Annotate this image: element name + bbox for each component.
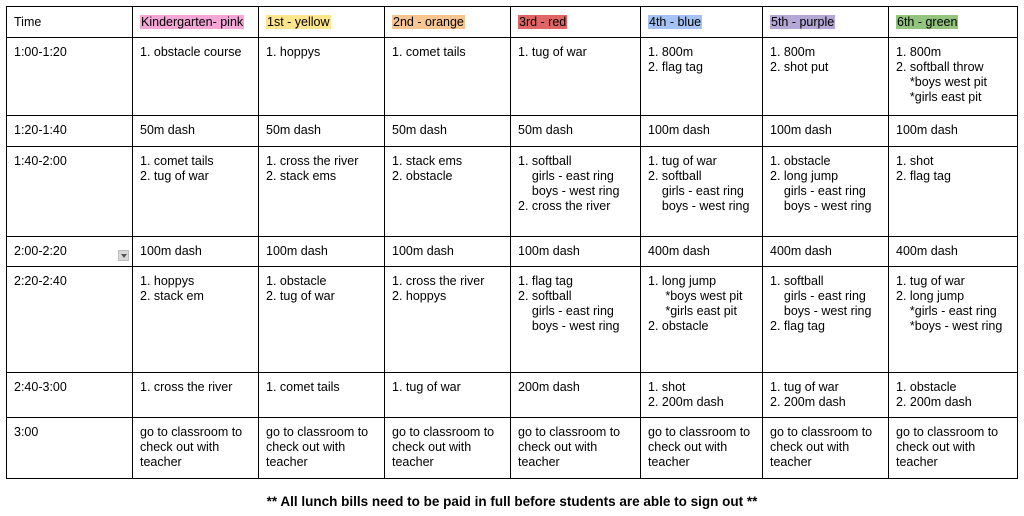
grade-label-4th: 4th - blue xyxy=(649,15,702,29)
table-row xyxy=(7,267,1018,373)
activity-cell[interactable]: 1. obstacle 2. long jump girls - east ring boys - west ring xyxy=(763,147,889,237)
activity-cell[interactable]: go to classroom to check out with teacher xyxy=(385,418,511,479)
header-time-cell[interactable] xyxy=(7,7,133,38)
activity-cell[interactable]: go to classroom to check out with teacher xyxy=(763,418,889,479)
activity-cell[interactable]: 100m dash xyxy=(133,237,259,267)
time-cell[interactable]: 3:00 xyxy=(7,418,133,479)
activity-cell[interactable]: 100m dash xyxy=(259,237,385,267)
activity-cell[interactable]: 50m dash xyxy=(511,116,641,147)
header-grade-cell[interactable] xyxy=(133,7,259,38)
activity-cell[interactable]: 1. comet tails xyxy=(385,38,511,116)
chevron-down-icon[interactable] xyxy=(118,250,129,261)
header-grade-cell[interactable] xyxy=(641,7,763,38)
header-grade-cell[interactable] xyxy=(763,7,889,38)
time-cell[interactable]: 2:40-3:00 xyxy=(7,373,133,418)
header-grade-cell[interactable] xyxy=(259,7,385,38)
activity-cell[interactable]: 400m dash xyxy=(641,237,763,267)
activity-cell[interactable]: 1. hoppys xyxy=(259,38,385,116)
grade-label-6th: 6th - green xyxy=(897,15,958,29)
activity-cell[interactable]: 1. comet tails xyxy=(259,373,385,418)
time-label: 2:00-2:20 xyxy=(14,244,67,258)
activity-cell[interactable]: 200m dash xyxy=(511,373,641,418)
activity-cell[interactable]: 1. cross the river xyxy=(133,373,259,418)
time-cell[interactable]: 1:00-1:20 xyxy=(7,38,133,116)
time-cell[interactable]: 1:20-1:40 xyxy=(7,116,133,147)
activity-cell[interactable]: 100m dash xyxy=(385,237,511,267)
activity-cell[interactable]: 1. stack ems 2. obstacle xyxy=(385,147,511,237)
header-row xyxy=(7,7,1018,38)
grade-label-3rd: 3rd - red xyxy=(519,15,567,29)
activity-cell[interactable]: 100m dash xyxy=(641,116,763,147)
activity-cell[interactable]: 1. long jump *boys west pit *girls east pit 2. obstacle xyxy=(641,267,763,373)
activity-cell[interactable]: 1. tug of war 2. softball girls - east ring boys - west ring xyxy=(641,147,763,237)
activity-cell[interactable]: 1. cross the river 2. hoppys xyxy=(385,267,511,373)
activity-cell[interactable]: 1. softball girls - east ring boys - west ring 2. cross the river xyxy=(511,147,641,237)
schedule-table xyxy=(6,6,1018,479)
activity-cell[interactable]: 1. obstacle course xyxy=(133,38,259,116)
time-cell[interactable]: 2:20-2:40 xyxy=(7,267,133,373)
activity-cell[interactable]: 100m dash xyxy=(889,116,1018,147)
table-row xyxy=(7,237,1018,267)
activity-cell[interactable]: 100m dash xyxy=(511,237,641,267)
activity-cell[interactable]: go to classroom to check out with teacher xyxy=(889,418,1018,479)
activity-cell[interactable]: 50m dash xyxy=(385,116,511,147)
activity-cell[interactable]: 1. 800m 2. flag tag xyxy=(641,38,763,116)
table-row xyxy=(7,418,1018,479)
header-grade-cell[interactable] xyxy=(511,7,641,38)
activity-cell[interactable]: go to classroom to check out with teacher xyxy=(511,418,641,479)
activity-cell[interactable]: 1. flag tag 2. softball girls - east ring boys - west ring xyxy=(511,267,641,373)
activity-cell[interactable]: 50m dash xyxy=(133,116,259,147)
activity-cell[interactable]: 400m dash xyxy=(763,237,889,267)
activity-cell[interactable]: 1. obstacle 2. 200m dash xyxy=(889,373,1018,418)
activity-cell[interactable]: 1. tug of war 2. long jump *girls - east ring *boys - west ring xyxy=(889,267,1018,373)
grade-label-5th: 5th - purple xyxy=(771,15,835,29)
grade-label-2nd: 2nd - orange xyxy=(393,15,464,29)
activity-cell[interactable]: go to classroom to check out with teacher xyxy=(133,418,259,479)
activity-cell[interactable]: 1. obstacle 2. tug of war xyxy=(259,267,385,373)
grade-label-kindergarten: Kindergarten- pink xyxy=(141,15,244,29)
activity-cell[interactable]: 1. 800m 2. shot put xyxy=(763,38,889,116)
table-row xyxy=(7,147,1018,237)
header-grade-cell[interactable] xyxy=(889,7,1018,38)
activity-cell[interactable]: 1. shot 2. flag tag xyxy=(889,147,1018,237)
activity-cell[interactable]: 400m dash xyxy=(889,237,1018,267)
activity-cell[interactable]: 1. tug of war xyxy=(385,373,511,418)
grade-label-1st: 1st - yellow xyxy=(267,15,330,29)
table-row xyxy=(7,373,1018,418)
time-cell[interactable] xyxy=(7,237,133,267)
activity-cell[interactable]: 100m dash xyxy=(763,116,889,147)
activity-cell[interactable]: 1. tug of war 2. 200m dash xyxy=(763,373,889,418)
activity-cell[interactable]: 1. comet tails 2. tug of war xyxy=(133,147,259,237)
table-row xyxy=(7,116,1018,147)
activity-cell[interactable]: 50m dash xyxy=(259,116,385,147)
activity-cell[interactable]: 1. cross the river 2. stack ems xyxy=(259,147,385,237)
table-row xyxy=(7,38,1018,116)
activity-cell[interactable]: 1. tug of war xyxy=(511,38,641,116)
activity-cell[interactable]: 1. hoppys 2. stack em xyxy=(133,267,259,373)
header-time-label: Time xyxy=(14,15,42,29)
activity-cell[interactable]: 1. 800m 2. softball throw *boys west pit *girls east pit xyxy=(889,38,1018,116)
activity-cell[interactable]: go to classroom to check out with teacher xyxy=(259,418,385,479)
lunch-bill-notice: ** All lunch bills need to be paid in full before students are able to sign out ** xyxy=(266,494,758,509)
activity-cell[interactable]: 1. shot 2. 200m dash xyxy=(641,373,763,418)
time-cell[interactable]: 1:40-2:00 xyxy=(7,147,133,237)
activity-cell[interactable]: go to classroom to check out with teacher xyxy=(641,418,763,479)
activity-cell[interactable]: 1. softball girls - east ring boys - west ring 2. flag tag xyxy=(763,267,889,373)
header-grade-cell[interactable] xyxy=(385,7,511,38)
